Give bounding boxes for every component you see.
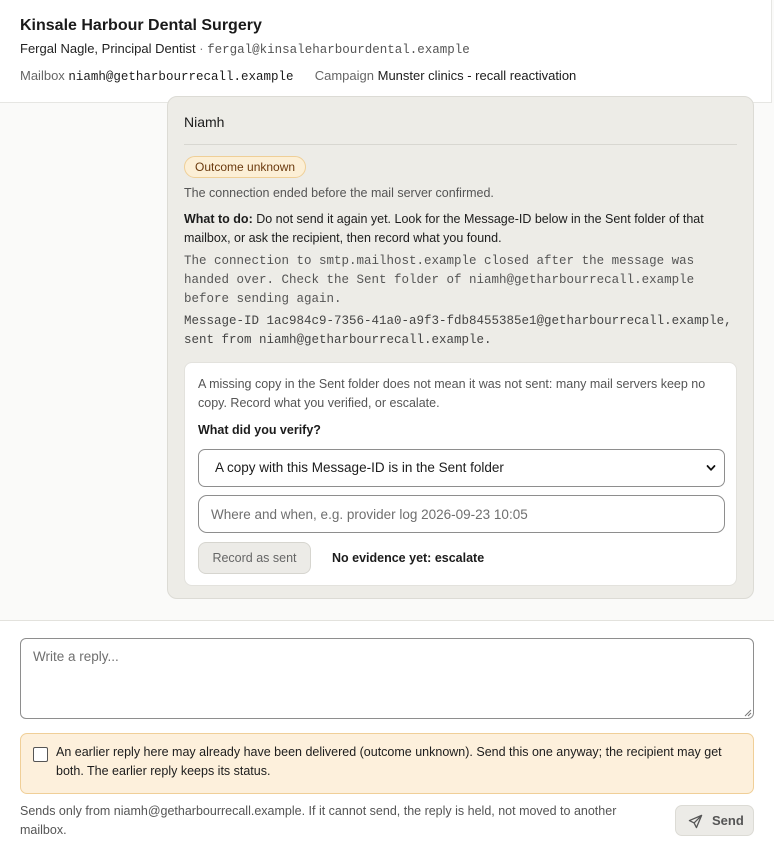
evidence-input[interactable] bbox=[198, 495, 725, 533]
send-footnote: Sends only from niamh@getharbourrecall.example. If it cannot send, the reply is held, not moved to another mailbox. bbox=[20, 804, 617, 837]
message-id-line: Message-ID 1ac984c9-7356-41a0-a9f3-fdb8455385e1@getharbourrecall.example, sent from niamh@getharbourrecall.example. bbox=[184, 314, 732, 347]
status-explanation: The connection ended before the mail server confirmed. bbox=[184, 186, 494, 200]
card-divider bbox=[184, 144, 737, 145]
verification-question: What did you verify? bbox=[198, 423, 321, 437]
contact-name: Fergal Nagle, Principal Dentist bbox=[20, 41, 196, 56]
verification-selected-value: A copy with this Message-ID is in the Sent folder bbox=[215, 460, 504, 475]
chevron-down-icon bbox=[706, 463, 716, 473]
reply-composer bbox=[0, 620, 774, 857]
warning-text: An earlier reply here may already have been delivered (outcome unknown). Send this one anyway; the recipient may get both. The earlier reply keeps its status. bbox=[56, 745, 722, 778]
conversation-header bbox=[0, 0, 772, 103]
send-button[interactable] bbox=[675, 805, 754, 836]
verification-panel bbox=[184, 362, 737, 586]
duplicate-send-warning bbox=[20, 733, 754, 794]
page-title: Kinsale Harbour Dental Surgery bbox=[20, 17, 262, 34]
what-to-do-label: What to do: bbox=[184, 212, 253, 226]
escalate-button[interactable]: No evidence yet: escalate bbox=[328, 542, 488, 574]
mailbox-campaign-line bbox=[20, 68, 576, 84]
what-to-do-body: Do not send it again yet. Look for the Message-ID below in the Sent folder of that mailbox, or ask the recipient, then record what you found. bbox=[184, 212, 704, 245]
campaign-value: Munster clinics - recall reactivation bbox=[377, 68, 577, 83]
mailbox-value: niamh@getharbourrecall.example bbox=[68, 70, 294, 84]
send-label: Send bbox=[712, 813, 744, 828]
sent-message-card bbox=[167, 96, 754, 599]
resize-grip-icon[interactable] bbox=[742, 707, 752, 717]
contact-line bbox=[20, 41, 470, 57]
verification-select[interactable] bbox=[198, 449, 725, 487]
send-anyway-checkbox[interactable] bbox=[33, 747, 48, 762]
record-as-sent-button[interactable]: Record as sent bbox=[198, 542, 311, 574]
delivery-detail: The connection to smtp.mailhost.example closed after the message was handed over. Check the Sent folder of niamh@getharbourrecall.example before sending again. bbox=[184, 254, 695, 306]
mailbox-label: Mailbox bbox=[20, 68, 65, 83]
campaign-label: Campaign bbox=[314, 68, 374, 83]
what-to-do-text bbox=[184, 210, 734, 248]
message-sender: Niamh bbox=[184, 114, 225, 130]
reply-textarea[interactable] bbox=[20, 638, 754, 719]
send-icon bbox=[688, 814, 703, 829]
contact-separator: · bbox=[199, 41, 204, 56]
status-badge: Outcome unknown bbox=[184, 156, 306, 178]
verification-note: A missing copy in the Sent folder does not mean it was not sent: many mail servers keep no copy. Record what you verified, or escalate. bbox=[198, 377, 706, 410]
contact-email: fergal@kinsaleharbourdental.example bbox=[207, 43, 470, 57]
